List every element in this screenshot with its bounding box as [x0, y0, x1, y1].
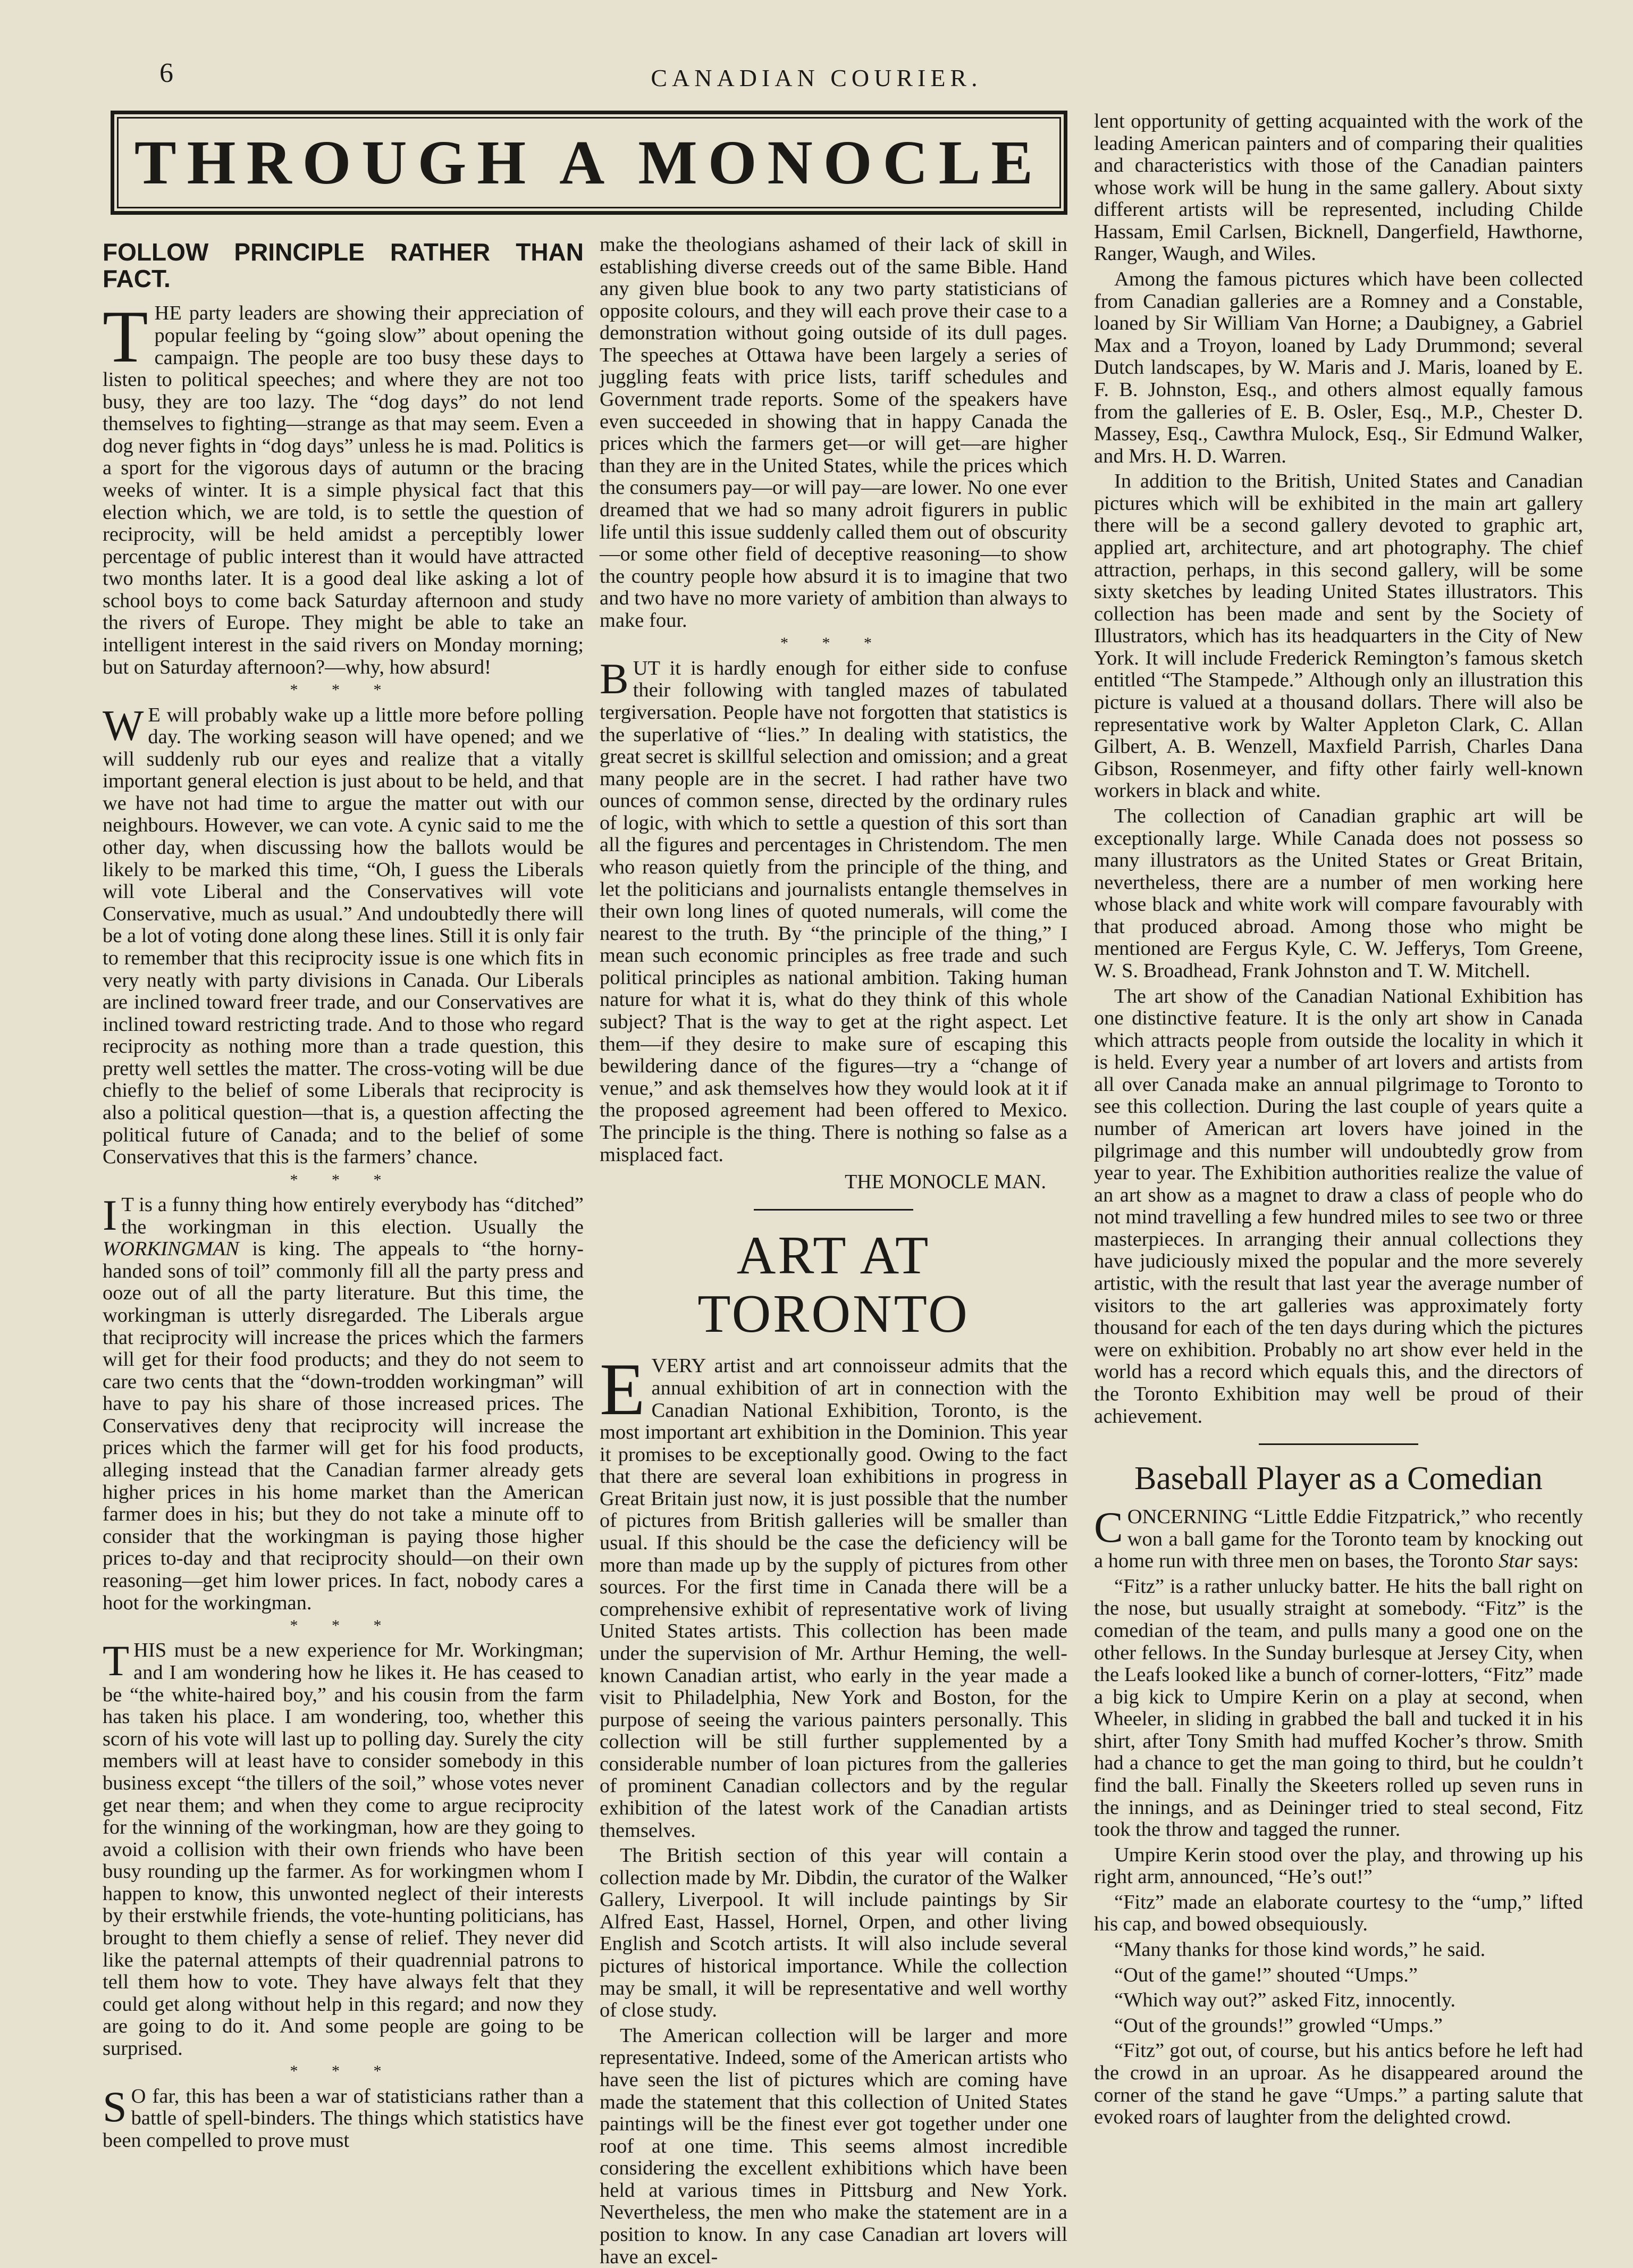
section-divider-stars: * * * — [290, 681, 397, 699]
initial-letter: B — [600, 654, 629, 703]
divider-rule — [754, 1209, 913, 1211]
paragraph: Umpire Kerin stood over the play, and throwing up his right arm, announced, “He’s out!” — [1094, 1843, 1583, 1888]
paragraph: “Fitz” got out, of course, but his antics before he left had the crowd in an uproar. As he disappeared around the corner of the stand he gave “Umps.” a parting salute that evoked roars of laughter from the delighted crowd. — [1094, 2039, 1583, 2129]
paragraph: “Fitz” made an elaborate courtesy to the “ump,” lifted his cap, and bowed obsequiously. — [1094, 1891, 1583, 1936]
section-divider-stars: * * * — [290, 1171, 397, 1189]
column-3 — [1094, 111, 1583, 2248]
paragraph: “Fitz” is a rather unlucky batter. He hits the ball right on the nose, but usually straight at somebody. “Fitz” is the comedian of the team, and pulls many a good one on the other fellows. In the Sunday burlesque at Jersey City, when the Leafs looked like a bunch of corner-lotters, “Fitz” made a big kick to Umpire Kerin on a play at second, when Wheeler, in sliding in grabbed the ball and tucked it in his shirt, after Tony Smith had muffed Kocher’s throw. Smith had a chance to get the man going to third, but he couldn’t find the ball. Finally the Skeeters rolled up seven runs in the innings, and as Deininger tried to steal second, Fitz took the throw and tagged the runner. — [1094, 1575, 1583, 1841]
section-divider-stars: * * * — [290, 1617, 397, 1635]
initial-letter: I — [103, 1191, 117, 1240]
initial-letter: C — [1094, 1503, 1123, 1552]
section-subhead: FOLLOW PRINCIPLE RATHER THAN FACT. — [103, 238, 584, 292]
initial-letter: W — [103, 701, 144, 750]
divider-rule — [1259, 1443, 1418, 1445]
paragraph: “Out of the grounds!” growled “Umps.” — [1114, 2014, 1443, 2037]
paragraph: Among the famous pictures which have been collected from Canadian galleries are a Romney and a Constable, loaned by Sir William Van Horne; a Daubigney, a Gabriel Max and a Troyon, loaned by Lady Drummond; several Dutch landscapes, by W. Maris and J. Maris, loaned by E. F. B. Johnston, Esq., and others almost equally famous from the galleries of E. B. Osler, Esq., M.P., Chester D. Massey, Esq., Cawthra Mulock, Esq., Sir Edmund Walker, and Mrs. H. D. Warren. — [1094, 268, 1583, 467]
initial-letter: T — [103, 1636, 130, 1685]
paragraph: CONCERNING “Little Eddie Fitzpatrick,” who recently won a ball game for the Toronto team by knocking out a home run with three men on bases, the Toronto Star says: — [1094, 1503, 1583, 1573]
paragraph: lent opportunity of getting acquainted with the work of the leading American painters and of comparing their qualities and characteristics with those of the Canadian painters whose work will be hung in the same gallery. About sixty different artists will be represented, including Childe Hassam, Emil Carlsen, Bicknell, Dangerfield, Hawthorne, Ranger, Waugh, and Wiles. — [1094, 110, 1583, 265]
paragraph: The art show of the Canadian National Exhibition has one distinctive feature. It is the only art show in Canada which attracts people from outside the locality in which it is held. Every year a number of art lovers and artists from all over Canada make an annual pilgrimage to Toronto to see this collection. During the last couple of years quite a number of American art lovers have joined in the pilgrimage and this number will undoubtedly grow from year to year. The Exhibition authorities realize the value of an art show as a magnet to draw a class of people who do not mind travelling a few hundred miles to see two or three masterpieces. In arranging their annual collections they have judiciously mixed the popular and the more severely artistic, with the result that last year the average number of visitors to the art galleries was approximately forty thousand for each of the ten days during which the pictures were on exhibition. Probably no art show ever held in the world has a record which equals this, and the directors of the Toronto Exhibition may well be proud of their achievement. — [1094, 985, 1583, 1427]
paragraph: THE party leaders are showing their appreciation of popular feeling by “going slow” about opening the campaign. The people are too busy these days to listen to political speeches; and where they are not too busy, they are too lazy. The “dog days” do not lend themselves to fighting—strange as that may seem. Even a dog never fights in “dog days” unless he is mad. Politics is a sport for the vigorous days of autumn or the bracing weeks of winter. It is a simple physical fact that this election which, we are told, is to settle the question of reciprocity, will be held amidst a perceptibly lower percentage of public interest than it would have attracted two months later. It is a good deal like asking a lot of school boys to come back Saturday afternoon and study the rivers of Europe. They might be able to take an intelligent interest in the said rivers on Monday morning; but on Saturday afternoon?—why, how absurd! — [103, 296, 584, 678]
column-2 — [600, 233, 1067, 2268]
masthead-title: THROUGH A MONOCLE — [134, 128, 1044, 197]
paragraph: “Many thanks for those kind words,” he said. — [1114, 1938, 1486, 1961]
signature: THE MONOCLE MAN. — [845, 1171, 1046, 1194]
paragraph: In addition to the British, United States and Canadian pictures which will be exhibited in the main art gallery there will be a second gallery devoted to graphic art, applied art, architecture, and art photography. The chief attraction, perhaps, in this second gallery, will be some sixty sketches by leading United States illustrators. This collection has been made and sent by the Society of Illustrators, which has its headquarters in the City of New York. It will include Frederick Remington’s famous sketch entitled “The Stampede.” Although only an illustration this picture is valued at a thousand dollars. There will also be representative work by Walter Appleton Clark, C. Allan Gilbert, A. B. Wenzell, Maxfield Parrish, Charles Dana Gibson, Rosenmeyer, and fifty other fairly well-known workers in black and white. — [1094, 470, 1583, 802]
drop-cap: T — [103, 296, 148, 379]
paragraph: The British section of this year will contain a collection made by Mr. Dibdin, the curator of the Walker Gallery, Liverpool. It will include paintings by Sir Alfred East, Hassel, Hornel, Orpen, and other living English and Scotch artists. It will also include several pictures of historical importance. While the collection may be small, it will be representative and well worthy of close study. — [600, 1844, 1067, 2022]
paragraph: “Which way out?” asked Fitz, innocently. — [1114, 1989, 1456, 2012]
paragraph: I T is a funny thing how entirely everybody has “ditched” the workingman in this election. Usually the WORKINGMAN is king. The appeals to “the horny-handed sons of toil” commonly fill all the party press and ooze out of all the party literature. But this time, the workingman is utterly disregarded. The Liberals argue that reciprocity will increase the prices which the farmers will get for their food products; and they do not seem to care two cents that the “down-trodden workingman” will have to pay his share of those increased prices. The Conservatives deny that reciprocity will increase the prices which the farmer will get for his food products, alleging instead that the Canadian farmer already gets higher prices in his home market than the American farmer does in his; but they do not take a minute off to consider that the workingman is paying those higher prices to-day and that reciprocity should—on their own reasoning—get him lower prices. In fact, nobody cares a hoot for the workingman. — [103, 1191, 584, 1614]
masthead-box — [111, 111, 1067, 215]
paragraph: THIS must be a new experience for Mr. Workingman; and I am wondering how he likes it. He has ceased to be “the white-haired boy,” and his cousin from the farm has taken his place. I am wondering, too, whether this scorn of his vote will last up to polling day. Surely the city members will at least have to consider somebody in this business except “the tillers of the soil,” whose votes never get near them; and when they come to argue reciprocity for the winning of the workingman, how are they going to avoid a collision with their own friends who have been busy rounding up the farmer. As for workingmen whom I happen to know, this unwonted neglect of their interests by their erstwhile friends, the vote-hunting politicians, has brought to them chiefly a sense of relief. They never did like the paternal attempts of their quadrennial patrons to tell them how to vote. They have always felt that they could get along without help in this regard; and now they are going to do it. And some people are going to be surprised. — [103, 1636, 584, 2060]
page-number: 6 — [159, 58, 173, 88]
initial-letter: S — [103, 2082, 127, 2131]
running-head: CANADIAN COURIER. — [651, 64, 982, 91]
drop-cap: E — [600, 1348, 645, 1431]
article-title: ART AT TORONTO — [697, 1225, 970, 1345]
section-divider-stars: * * * — [290, 2062, 397, 2080]
paragraph: W E will probably wake up a little more before polling day. The working season will have opened; and we will suddenly rub our eyes and realize that a vitally important general election is just about to be held, and that we have not had time to argue the matter out with our neighbours. However, we can vote. A cynic said to me the other day, when discussing how the ballots would be likely to be marked this time, “Oh, I guess the Liberals will vote Liberal and the Conservatives will vote Conservative, much as usual.” And undoubtedly there will be a lot of voting done along these lines. Still it is only fair to remember that this reciprocity issue is one which fits in very neatly with party divisions in Canada. Our Liberals are inclined toward freer trade, and our Conservatives are inclined toward restricting trade. And to those who regard reciprocity as nothing more than a trade question, this pretty well settles the matter. The cross-voting will be due chiefly to the belief of some Liberals that reciprocity is also a political question—that is, a question affecting the political future of Canada; and to the belief of some Conservatives that this is the farmers’ chance. — [103, 701, 584, 1169]
article-title: Baseball Player as a Comedian — [1134, 1460, 1543, 1497]
paragraph: S O far, this has been a war of statisticians rather than a battle of spell-binders. The things which statistics have been compelled to prove must — [103, 2082, 584, 2152]
column-1 — [103, 234, 584, 2249]
section-divider-stars: * * * — [780, 634, 887, 652]
paragraph: “Out of the game!” shouted “Umps.” — [1114, 1963, 1418, 1986]
paragraph: EVERY artist and art connoisseur admits that the annual exhibition of art in connection with the Canadian National Exhibition, Toronto, is the most important art exhibition in the Dominion. This year it promises to be exceptionally good. Owing to the fact that there are several loan exhibitions in progress in Great Britain just now, it is just possible that the number of pictures from British galleries will be smaller than usual. If this should be the case the deficiency will be more than made up by the supply of pictures from other sources. For the first time in Canada there will be a comprehensive exhibit of representative work of living United States artists. This collection has been made under the supervision of Mr. Arthur Heming, the well-known Canadian artist, who early in the year made a visit to Philadelphia, New York and Boston, for the purpose of seeing the various painters personally. This collection will be still further supplemented by a considerable number of loan pictures from the galleries of prominent Canadian collectors and by the regular exhibition of the latest work of the Canadian artists themselves. — [600, 1348, 1067, 1842]
paragraph: The collection of Canadian graphic art will be exceptionally large. While Canada does not possess so many illustrators as the United States or Great Britain, nevertheless, there are a number of men working here whose black and white work will compare favourably with that produced abroad. Among those who might be mentioned are Fergus Kyle, C. W. Jefferys, Tom Greene, W. S. Broadhead, Frank Johnston and T. W. Mitchell. — [1094, 804, 1583, 982]
paragraph: make the theologians ashamed of their lack of skill in establishing diverse creeds out of the same Bible. Hand any given blue book to any two party statisticians of opposite colours, and they will each prove their case to a demonstration without going outside of its dull pages. The speeches at Ottawa have been largely a series of juggling feats with price lists, tariff schedules and Government trade reports. Some of the speakers have even succeeded in showing that in happy Canada the prices which the farmers get—or will get—are higher than they are in the United States, while the prices which the consumers pay—or will pay—are lower. No one ever dreamed that we had so many adroit figurers in public life until this issue suddenly called them out of obscurity—or some other field of deceptive reasoning—to show the country people how absurd it is to imagine that two and two have no more variety of ambition than always to make four. — [600, 233, 1067, 632]
paragraph: The American collection will be larger and more representative. Indeed, some of the American artists who have seen the list of pictures which are coming have made the statement that this collection of United States paintings will be the finest ever got together under one roof at one time. This seems almost incredible considering the excellent exhibitions which have been held at various times in Pittsburg and New York. Nevertheless, the men who make the statement are in a position to know. In any case Canadian art lovers will have an excel- — [600, 2024, 1067, 2268]
paragraph: BUT it is hardly enough for either side to confuse their following with tangled mazes of tabulated tergiversation. People have not forgotten that statistics is the superlative of “lies.” In dealing with statistics, the great secret is skillful selection and omission; and a great many people are in the secret. I had rather have two ounces of common sense, directed by the ordinary rules of logic, with which to settle a question of this sort than all the figures and percentages in Christendom. The men who reason quietly from the principle of the thing, and let the politicians and journalists entangle themselves in their own long lines of quoted numerals, will come the nearest to the truth. By “the principle of the thing,” I mean such economic principles as free trade and such political principles as national ambition. Taking human nature for what it is, what do they think of this whole subject? That is the way to get at the right aspect. Let them—if they desire to make sure of escaping this bewildering dance of the figures—try a “change of venue,” and ask themselves how they would look at it if the proposed agreement had been offered to Mexico. The principle is the thing. There is nothing so false as a misplaced fact. — [600, 654, 1067, 1166]
